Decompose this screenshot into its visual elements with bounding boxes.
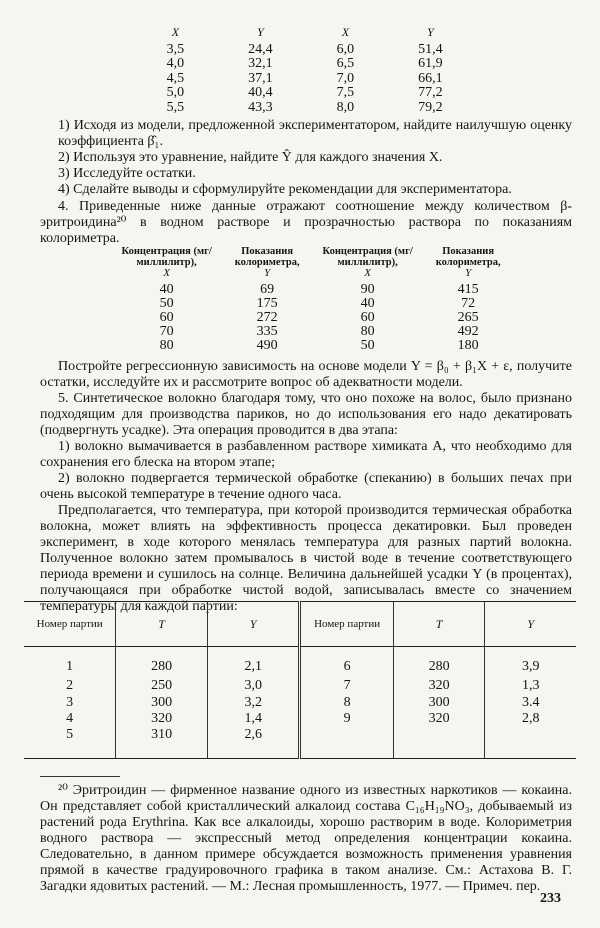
table-cell: 80 (360, 324, 375, 339)
table-cell: 492 (457, 324, 479, 339)
table-cell: 7,0 (336, 70, 355, 86)
table-row (112, 339, 514, 353)
column-header-concentration (313, 246, 422, 283)
table-cell (116, 744, 208, 759)
table-row (24, 696, 576, 712)
table-cell: 77,2 (418, 85, 443, 100)
header-text: Показания колориметра, (435, 246, 501, 268)
header-var: X (364, 267, 371, 279)
column-header: X (171, 25, 180, 39)
xy-data-table (140, 25, 480, 115)
column-header-y: Y (485, 602, 576, 647)
column-header-batch: Номер партии (300, 602, 393, 647)
table-cell: 265 (457, 310, 479, 325)
column-header-reading (422, 246, 514, 283)
footnote-divider (40, 776, 120, 777)
table-cell: 1,3 (485, 679, 576, 695)
table-cell: 60 (159, 310, 174, 325)
table-cell: 2,1 (207, 647, 300, 680)
table-cell: 9 (300, 712, 393, 728)
table-cell: 180 (457, 338, 479, 353)
table-header-row (140, 25, 480, 43)
table-cell: 300 (116, 696, 208, 712)
table-row (112, 325, 514, 339)
table-cell: 79,2 (418, 99, 443, 115)
table-cell: 1 (66, 659, 74, 674)
table-cell: 5,5 (166, 99, 185, 115)
question-1: 1) Исходя из модели, предложенной экспериментатором, найдите наилучшую оценку коэффициента β̂₁. (58, 118, 572, 149)
table-header-row (24, 602, 576, 647)
table-row (112, 297, 514, 311)
column-header-t: T (393, 602, 485, 647)
question-3: 3) Исследуйте остатки. (58, 166, 196, 181)
column-header-batch: Номер партии (24, 602, 116, 647)
table-cell: 300 (393, 696, 485, 712)
problem-5-intro: 5. Синтетическое волокно благодаря тому, что оно похоже на волос, было признано подходящим для производства париков, но до использования его надо декатировать (подвергнуть усадке). Эта операция проводится в два этапа: (40, 391, 572, 438)
table-cell: 40,4 (248, 85, 273, 100)
table-cell: 3.4 (485, 696, 576, 712)
table-cell: 80 (159, 338, 174, 353)
table-cell: 5 (66, 726, 74, 742)
table-cell: 280 (393, 647, 485, 680)
table-row (140, 72, 480, 87)
table-cell: 50 (360, 338, 375, 353)
table-cell: 51,4 (418, 41, 443, 57)
table-cell: 32,1 (248, 56, 273, 71)
header-var: X (163, 267, 171, 279)
table-cell: 40 (360, 296, 375, 311)
page-number: 233 (540, 891, 561, 906)
shrinkage-table (24, 601, 576, 759)
table-cell (393, 744, 485, 759)
problem-5-description: Предполагается, что температура, при которой производится термическая обработка волокна, может влиять на эффективность процесса декатировки. Был проведен эксперимент, в ходе которого менялась температура для разных партий волокна. Полученное волокно затем промывалось в чистой воде в течение соответствующего периода времени и сушилось на солнце. Величина дальнейшей усадки Y (в процентах), получающаяся при обработке чистой водой, записывалась вместе со значением температуры для каждой партии: (40, 503, 572, 614)
table-cell: 3,5 (166, 41, 185, 57)
table-cell: 69 (260, 282, 275, 297)
table-cell: 66,1 (418, 70, 443, 86)
table-cell: 310 (116, 728, 208, 744)
table-cell: 1,4 (207, 712, 300, 728)
table-cell: 7,5 (336, 85, 355, 100)
header-var: Y (264, 267, 271, 279)
column-header-concentration (112, 246, 221, 283)
footnote: ²⁰ Эритроидин — фирменное название одного из известных наркотиков — кокаина. Он представляет собой кристаллический алкалоид состава C₁₆H₁₉NO₃, добываемый из растений рода Erythrina. Как все алкалоиды, хорошо растворим в воде. Колориметрия водного раствора — экспрессный метод определения концентрации кокаина. Следовательно, в данном примере обсуждается возможность применения уравнения прямой в качестве градуировочного графика в таком анализе. См.: Астахова В. Г. Загадки ядовитых растений. — М.: Лесная промышленность, 1977. — Примеч. пер. (40, 783, 572, 894)
table-cell: 2 (66, 678, 74, 694)
table-cell: 6 (300, 647, 393, 680)
problem-4-task: Постройте регрессионную зависимость на основе модели Y = β₀ + β₁X + ε, получите остатки, исследуйте их и рассмотрите вопрос об адекватности модели. (40, 359, 572, 390)
table-cell: 8,0 (336, 99, 355, 115)
header-text: Показания колориметра, (234, 246, 300, 268)
table-cell: 7 (300, 679, 393, 695)
table-cell: 280 (116, 647, 208, 680)
table-row (24, 647, 576, 680)
table-row (112, 311, 514, 325)
table-row (140, 86, 480, 101)
column-header-y: Y (207, 602, 300, 647)
table-bottom-row (24, 744, 576, 759)
table-cell: 320 (393, 712, 485, 728)
table-cell: 320 (393, 679, 485, 695)
question-2: 2) Используя это уравнение, найдите Ŷ для каждого значения X. (58, 150, 443, 165)
table-cell: 490 (256, 338, 278, 353)
table-cell: 175 (256, 296, 278, 311)
table-cell: 61,9 (418, 56, 443, 71)
column-header: X (341, 25, 350, 39)
question-4: 4) Сделайте выводы и сформулируйте рекомендации для экспериментатора. (58, 182, 512, 197)
table-cell: 70 (159, 324, 174, 339)
table-cell: 40 (159, 282, 174, 297)
table-cell: 2,6 (207, 728, 300, 744)
table-cell: 320 (116, 712, 208, 728)
table-row (24, 728, 576, 744)
table-cell (485, 744, 576, 759)
table-cell (300, 728, 393, 744)
column-header: Y (257, 25, 264, 39)
table-cell (485, 728, 576, 744)
table-row (24, 679, 576, 695)
column-header-t: T (116, 602, 208, 647)
table-cell: 24,4 (248, 41, 273, 57)
table-cell: 4 (66, 710, 74, 726)
table-cell: 4,0 (166, 56, 185, 71)
table-cell: 8 (300, 696, 393, 712)
table-cell: 3 (66, 694, 74, 710)
table-cell (300, 744, 393, 759)
table-cell: 37,1 (248, 70, 273, 86)
table-cell: 6,5 (336, 56, 355, 71)
table-row (140, 43, 480, 58)
table-cell: 2,8 (485, 712, 576, 728)
table-cell: 50 (159, 296, 174, 311)
table-cell: 5,0 (166, 85, 185, 100)
table-cell: 415 (457, 282, 479, 297)
table-cell: 335 (256, 324, 278, 339)
table-cell: 72 (461, 296, 476, 311)
table-cell: 3,2 (207, 696, 300, 712)
table-cell: 250 (116, 679, 208, 695)
table-cell: 90 (360, 282, 375, 297)
colorimeter-table (112, 246, 514, 353)
table-cell: 3,9 (485, 647, 576, 680)
table-row (24, 712, 576, 728)
header-text: Концентрация (мг/миллилитр), (121, 246, 212, 268)
table-cell: 3,0 (207, 679, 300, 695)
table-header-row (112, 246, 514, 283)
table-cell (393, 728, 485, 744)
table-cell: 4,5 (166, 70, 185, 86)
table-row (140, 101, 480, 116)
problem-5-step-2: 2) волокно подвергается термической обработке (спеканию) в больших печах при очень высокой температуре в течение одного часа. (40, 471, 572, 502)
column-header-reading (221, 246, 313, 283)
table-row (140, 57, 480, 72)
problem-5-step-1: 1) волокно вымачивается в разбавленном растворе химиката А, что необходимо для сохранения его блеска на втором этапе; (40, 439, 572, 470)
table-cell: 6,0 (336, 41, 355, 57)
table-cell: 43,3 (248, 99, 273, 115)
table-cell: 272 (256, 310, 278, 325)
table-cell (207, 744, 300, 759)
problem-4-intro: 4. Приведенные ниже данные отражают соотношение между количеством β-эритроидина²⁰ в водном растворе и прозрачностью раствора по показаниям колориметра. (40, 199, 572, 246)
table-cell (24, 744, 116, 759)
table-row (112, 283, 514, 297)
column-header: Y (427, 25, 434, 39)
header-var: Y (465, 267, 472, 279)
header-text: Концентрация (мг/миллилитр), (322, 246, 413, 268)
table-cell: 60 (360, 310, 375, 325)
